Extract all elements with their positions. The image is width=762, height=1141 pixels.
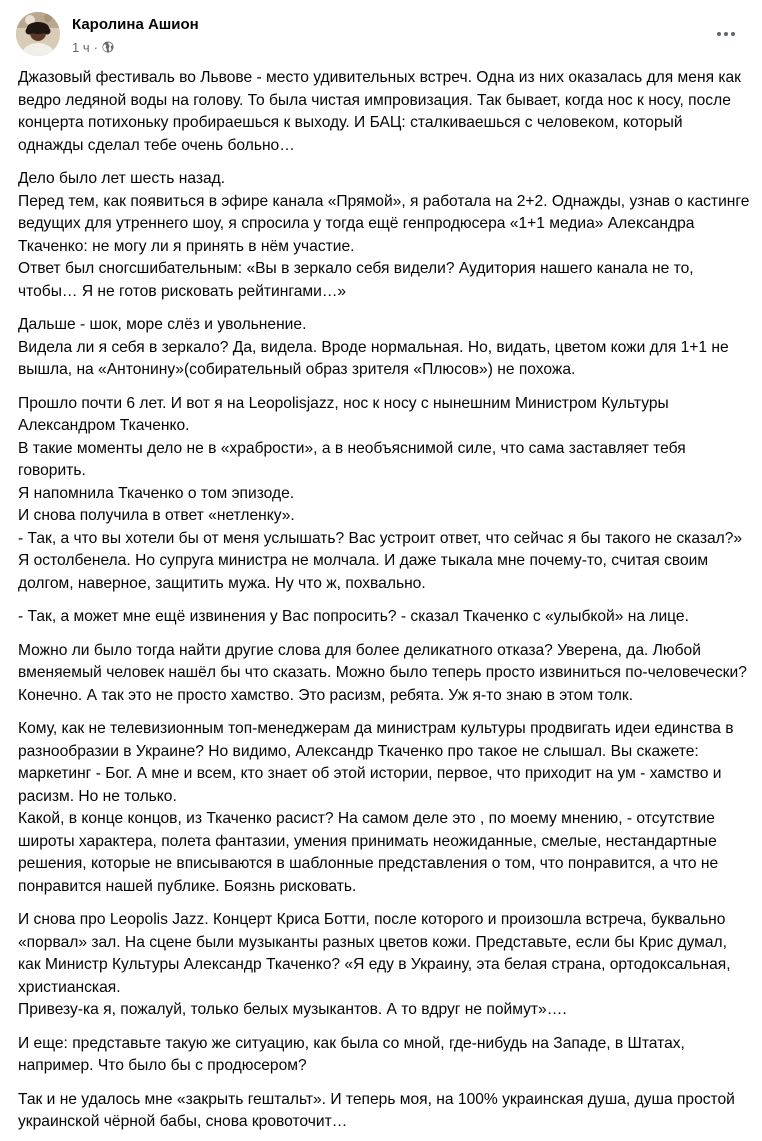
post-paragraph: Так и не удалось мне «закрыть гештальт». И теперь моя, на 100% украинская душа, душа простой украинской чёрной бабы, снова кровоточит… xyxy=(18,1090,735,1130)
post-paragraph: И снова про Leopolis Jazz. Концерт Криса Ботти, после которого и произошла встреча, буквально «порвал» зал. На сцене были музыканты разных цветов кожи. Представьте, если бы Крис думал, как Министр Культуры Александр Ткаченко? «Я еду в Украину, эта белая страна, ортодоксальная, христианская. Привезу-ка я, пожалуй, только белых музыкантов. А то вдруг не поймут»…. xyxy=(18,911,731,1018)
meta-separator: · xyxy=(93,39,98,55)
globe-icon xyxy=(102,41,114,53)
post-paragraph: Джазовый фестиваль во Львове - место удивительных встреч. Одна из них оказалась для меня как ведро ледяной воды на голову. То была чистая импровизация. Так бывает, когда нос к носу, после концерта потихоньку пробираешься к выходу. И БАЦ: сталкиваешься с человеком, который однажды сделал тебе очень больно… xyxy=(18,69,741,154)
post-timestamp[interactable]: 1 ч xyxy=(72,39,90,55)
post-paragraph: Дело было лет шесть назад. Перед тем, как появиться в эфире канала «Прямой», я работала на 2+2. Однажды, узнав о кастинге ведущих для утреннего шоу, я спросила у тогда ещё генпродюсера «1+1 медиа» Александра Ткаченко: не могу ли я принять в нём участие. Ответ был сногсшибательным: «Вы в зеркало себя видели? Аудитория нашего канала не то, чтобы… Я не готов рисковать рейтингами…» xyxy=(18,170,750,300)
post-paragraph: Прошло почти 6 лет. И вот я на Leopolisjazz, нос к носу с нынешним Министром Культуры Александром Ткаченко. В такие моменты дело не в «храбрости», а в необъяснимой силе, что сама заставляет тебя говорить. Я напомнила Ткаченко о том эпизоде. И снова получила в ответ «нетленку». - Так, а что вы хотели бы от меня услышать? Вас устроит ответ, что сейчас я бы такого не сказал?» Я остолбенела. Но супруга министра не молчала. И даже тыкала мне почему-то, считая своим долгом, наверное, защитить мужа. Ну что ж, похвально. xyxy=(18,394,743,592)
post-meta xyxy=(72,38,114,56)
more-dots-icon xyxy=(717,32,735,36)
post-body xyxy=(18,67,750,1141)
post-paragraph: И еще: представьте такую же ситуацию, как была со мной, где-нибудь на Западе, в Штатах, например. Что было бы с продюсером? xyxy=(18,1034,685,1074)
post-options-button[interactable] xyxy=(710,18,742,50)
post-paragraph: Дальше - шок, море слёз и увольнение. Видела ли я себя в зеркало? Да, видела. Вроде нормальная. Но, видать, цветом кожи для 1+1 не вышла, на «Антонину»(собирательный образ зрителя «Плюсов») не похожа. xyxy=(18,316,729,378)
author-avatar[interactable] xyxy=(16,12,60,56)
avatar-photo xyxy=(16,12,60,56)
post-header xyxy=(16,12,746,60)
author-name[interactable]: Каролина Ашион xyxy=(72,16,199,33)
post-paragraph: - Так, а может мне ещё извинения у Вас попросить? - сказал Ткаченко с «улыбкой» на лице. xyxy=(18,608,689,625)
post-paragraph: Можно ли было тогда найти другие слова для более деликатного отказа? Уверена, да. Любой вменяемый человек нашёл бы что сказать. Можно было теперь просто извиниться по-человечески? Конечно. А так это не просто хамство. Это расизм, ребята. Уж я-то знаю в этом толк. xyxy=(18,641,747,704)
post-paragraph: Кому, как не телевизионным топ-менеджерам да министрам культуры продвигать идеи единства в разнообразии в Украине? Но видимо, Александр Ткаченко про такое не слышал. Вы скажете: маркетинг - Бог. А мне и всем, кто знает об этой истории, первое, что приходит на ум - хамство и расизм. Но не только. Какой, в конце концов, из Ткаченко расист? На самом деле это , по моему мнению, - отсутствие широты характера, полета фантазии, умения принимать неожиданные, смелые, нестандартные решения, которые не вписываются в шаблонные представления о том, что понравится, а что не понравится нашей публике. Боязнь рисковать. xyxy=(18,720,734,895)
